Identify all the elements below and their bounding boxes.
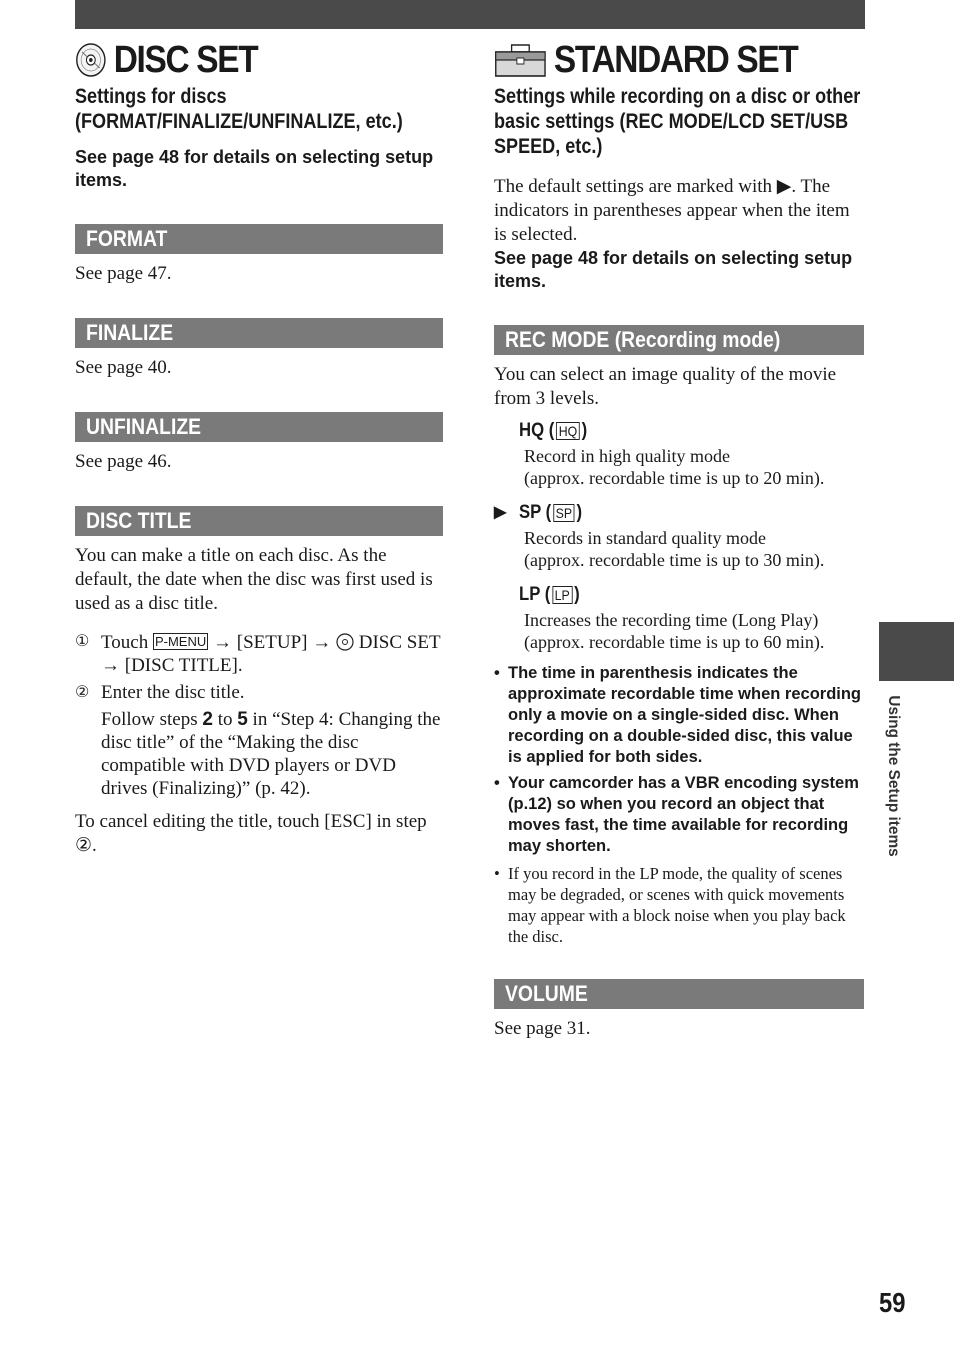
step-1-touch: Touch (101, 632, 149, 653)
standard-set-see-note: See page 48 for details on selecting setup items. (494, 248, 853, 291)
disc-set-subtitle: Settings for discs (FORMAT/FINALIZE/UNFINALIZE, etc.) (75, 85, 403, 133)
page-number: 59 (879, 1287, 906, 1318)
standard-set-heading (494, 38, 820, 82)
side-section-label: Using the Setup items (885, 695, 902, 857)
top-header-bar (75, 0, 865, 29)
p-menu-key: P-MENU (154, 634, 207, 649)
disc-title-step-2 (75, 681, 443, 704)
quality-indicator: SP (553, 504, 575, 522)
rec-mode-option-description: Records in standard quality mode (approx. recordable time is up to 30 min). (524, 528, 825, 570)
step-1-number: ① (75, 633, 90, 650)
disc-title-intro: You can make a title on each disc. As the default, the date when the disc was first used is used as a disc title. (75, 545, 433, 614)
default-marker: ▶ (494, 504, 507, 521)
lp-mode-note: • If you record in the LP mode, the quality of scenes may be degraded, or scenes with quick movements may appear with a block noise when you play back the disc. (494, 864, 846, 946)
finalize-text: See page 40. (75, 357, 172, 378)
rec-mode-option-description: Record in high quality mode (approx. recordable time is up to 20 min). (524, 446, 825, 488)
small-disc-icon (336, 633, 354, 651)
bold-note-item: • The time in parenthesis indicates the approximate recordable time when recording only a movie on a single-sided disc. When recording on a double-sided disc, this value is applied for both sides. (494, 664, 862, 766)
finalize-header: FINALIZE (75, 318, 443, 348)
quality-indicator: LP (552, 586, 572, 604)
rec-mode-option-hq: HQ ( HQ ) (519, 420, 588, 441)
quality-indicator: HQ (556, 422, 580, 440)
unfinalize-header: UNFINALIZE (75, 412, 443, 442)
step-2-text: Enter the disc title. (101, 682, 245, 703)
disc-set-column (75, 38, 443, 858)
step-2-number: ② (75, 684, 90, 701)
rec-mode-header: REC MODE (Recording mode) (494, 325, 864, 355)
disc-set-see-note: See page 48 for details on selecting setup items. (75, 147, 434, 190)
toolbox-icon (494, 42, 547, 78)
default-settings-text: The default settings are marked with ▶. The indicators in parentheses appear when the item is selected. (494, 176, 850, 245)
standard-set-title: STANDARD SET (553, 38, 798, 81)
standard-set-subtitle: Settings while recording on a disc or other basic settings (REC MODE/LCD SET/USB SPEED, etc.) (494, 85, 861, 158)
unfinalize-text: See page 46. (75, 451, 172, 472)
disc-set-heading (75, 38, 399, 82)
rec-mode-option-sp: ▶ SP ( SP ) (494, 499, 864, 527)
format-header: FORMAT (75, 224, 443, 254)
disc-title-follow: Follow steps 2 to 5 in “Step 4: Changing the disc title” of the “Making the disc compatible with DVD players or DVD drives (Finalizing)” (p. 42). (101, 709, 441, 799)
standard-set-column (494, 38, 864, 1041)
disc-icon (75, 42, 107, 78)
step-1-disc-set: DISC SET → [DISC TITLE]. (101, 632, 441, 676)
rec-mode-bold-notes (494, 663, 864, 857)
volume-text: See page 31. (494, 1018, 591, 1039)
bold-note-item: • Your camcorder has a VBR encoding system (p.12) so when you record an object that moves fast, the time available for recording may shorten. (494, 774, 859, 855)
disc-title-step-1 (75, 630, 443, 677)
rec-mode-option-lp: LP ( LP ) (519, 584, 580, 605)
format-text: See page 47. (75, 263, 172, 284)
rec-mode-option-description: Increases the recording time (Long Play) (approx. recordable time is up to 60 min). (524, 610, 825, 652)
rec-mode-options (494, 417, 864, 653)
section-tab (879, 622, 954, 681)
disc-title-header: DISC TITLE (75, 506, 443, 536)
disc-title-cancel: To cancel editing the title, touch [ESC] in step ②. (75, 811, 427, 856)
volume-header: VOLUME (494, 979, 864, 1009)
rec-mode-intro: You can select an image quality of the movie from 3 levels. (494, 364, 837, 409)
step-1-setup: → [SETUP] → (213, 632, 332, 653)
disc-set-title: DISC SET (113, 38, 258, 81)
